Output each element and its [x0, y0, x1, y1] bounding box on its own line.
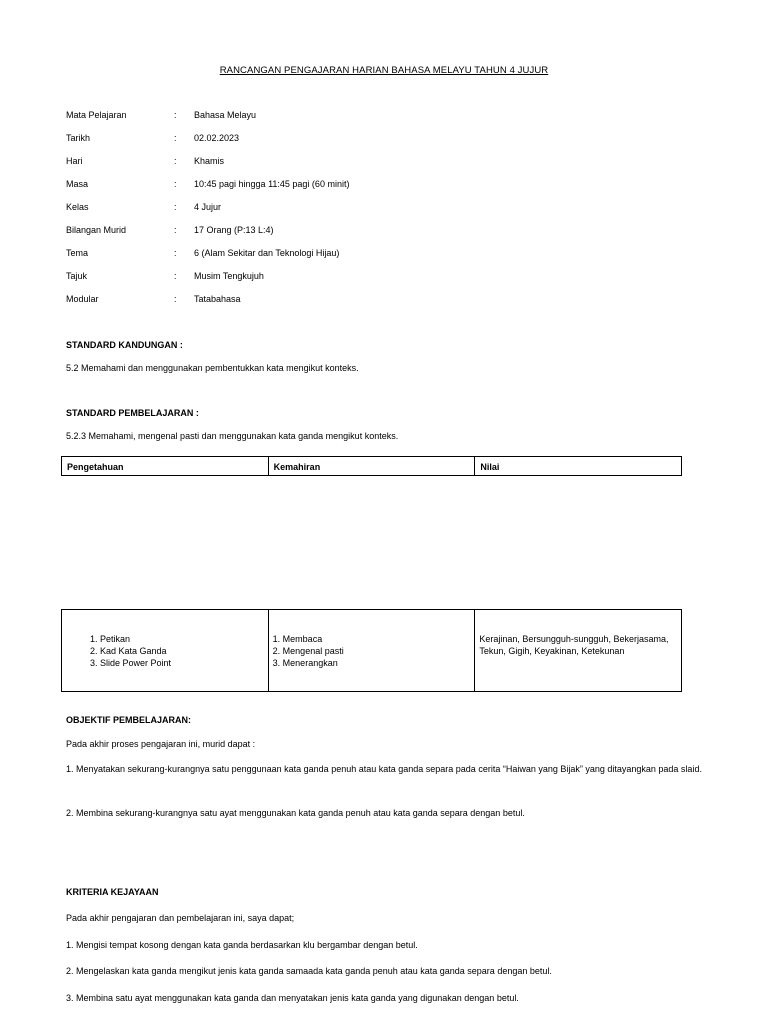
info-colon: :: [174, 133, 177, 143]
list-item: 2. Mengenal pasti: [272, 646, 344, 656]
info-row-tema: [66, 248, 706, 271]
info-row-bilangan-murid: [66, 225, 706, 248]
cell-pengetahuan: [62, 610, 268, 691]
header-kemahiran: Kemahiran: [268, 457, 475, 475]
info-colon: :: [174, 202, 177, 212]
list-item: 2. Kad Kata Ganda: [100, 645, 264, 657]
info-label: Mata Pelajaran: [66, 110, 127, 120]
info-colon: :: [174, 179, 177, 189]
info-value: Khamis: [194, 156, 225, 166]
info-colon: :: [174, 110, 177, 120]
info-label: Bilangan Murid: [66, 225, 127, 235]
standard-pembelajaran-text: 5.2.3 Memahami, mengenal pasti dan menggunakan kata ganda mengikut konteks.: [66, 431, 399, 441]
info-colon: :: [174, 156, 177, 166]
kemahiran-list: [273, 633, 471, 669]
kriteria-heading: KRITERIA KEJAYAAN: [66, 887, 159, 897]
info-value: Bahasa Melayu: [194, 110, 257, 120]
info-colon: :: [174, 225, 177, 235]
info-label: Tema: [66, 248, 89, 258]
info-colon: :: [174, 248, 177, 258]
info-colon: :: [174, 271, 177, 281]
info-row-mata-pelajaran: [66, 110, 706, 133]
info-value: Tatabahasa: [194, 294, 241, 304]
info-value: 02.02.2023: [194, 133, 240, 143]
info-label: Tajuk: [66, 271, 88, 281]
kriteria-intro: Pada akhir pengajaran dan pembelajaran ini, saya dapat;: [66, 913, 295, 923]
info-label: Hari: [66, 156, 83, 166]
list-item: 1. Petikan: [100, 633, 264, 645]
cell-kemahiran: [268, 610, 475, 691]
info-row-hari: [66, 156, 706, 179]
info-row-tarikh: [66, 133, 706, 156]
info-value: 17 Orang (P:13 L:4): [194, 225, 274, 235]
info-value: 10:45 pagi hingga 11:45 pagi (60 minit): [194, 179, 350, 189]
objektif-item-1: 1. Menyatakan sekurang-kurangnya satu penggunaan kata ganda penuh atau kata ganda separa pada cerita “Haiwan yang Bijak” yang ditayangkan pada slaid.: [66, 764, 702, 774]
objektif-item-2: 2. Membina sekurang-kurangnya satu ayat menggunakan kata ganda penuh atau kata ganda separa dengan betul.: [66, 808, 525, 818]
kriteria-item-1: 1. Mengisi tempat kosong dengan kata ganda berdasarkan klu bergambar dengan betul.: [66, 940, 418, 950]
kriteria-item-2: 2. Mengelaskan kata ganda mengikut jenis kata ganda samaada kata ganda penuh atau kata ganda separa dengan betul.: [66, 966, 552, 976]
list-item: 1. Membaca: [272, 634, 323, 644]
info-colon: :: [174, 294, 177, 304]
info-value: Musim Tengkujuh: [194, 271, 264, 281]
standard-pembelajaran-heading: STANDARD PEMBELAJARAN :: [66, 408, 199, 418]
info-label: Modular: [66, 294, 99, 304]
list-item: 3. Slide Power Point: [100, 657, 264, 669]
document-title: RANCANGAN PENGAJARAN HARIAN BAHASA MELAYU TAHUN 4 JUJUR: [219, 65, 549, 76]
list-item: 3. Menerangkan: [272, 658, 338, 668]
info-row-tajuk: [66, 271, 706, 294]
info-label: Kelas: [66, 202, 89, 212]
table-header-row: [61, 456, 682, 476]
info-value: 6 (Alam Sekitar dan Teknologi Hijau): [194, 248, 340, 258]
info-row-kelas: [66, 202, 706, 225]
standard-kandungan-heading: STANDARD KANDUNGAN :: [66, 340, 183, 350]
header-nilai: Nilai: [474, 457, 681, 475]
info-label: Tarikh: [66, 133, 91, 143]
info-value: 4 Jujur: [194, 202, 222, 212]
table-content-row: [61, 609, 682, 692]
kriteria-item-3: 3. Membina satu ayat menggunakan kata ganda dan menyatakan jenis kata ganda yang digunakan dengan betul.: [66, 993, 519, 1003]
info-row-masa: [66, 179, 706, 202]
info-row-modular: [66, 294, 706, 317]
objektif-intro: Pada akhir proses pengajaran ini, murid dapat :: [66, 739, 256, 749]
info-label: Masa: [66, 179, 89, 189]
standard-kandungan-text: 5.2 Memahami dan menggunakan pembentukkan kata mengikut konteks.: [66, 363, 359, 373]
lesson-info: [66, 110, 706, 317]
objektif-heading: OBJEKTIF PEMBELAJARAN:: [66, 715, 192, 725]
pengetahuan-list: [66, 633, 264, 669]
header-pengetahuan: Pengetahuan: [67, 462, 124, 472]
cell-nilai: Kerajinan, Bersungguh-sungguh, Bekerjasama, Tekun, Gigih, Keyakinan, Ketekunan: [474, 610, 681, 691]
